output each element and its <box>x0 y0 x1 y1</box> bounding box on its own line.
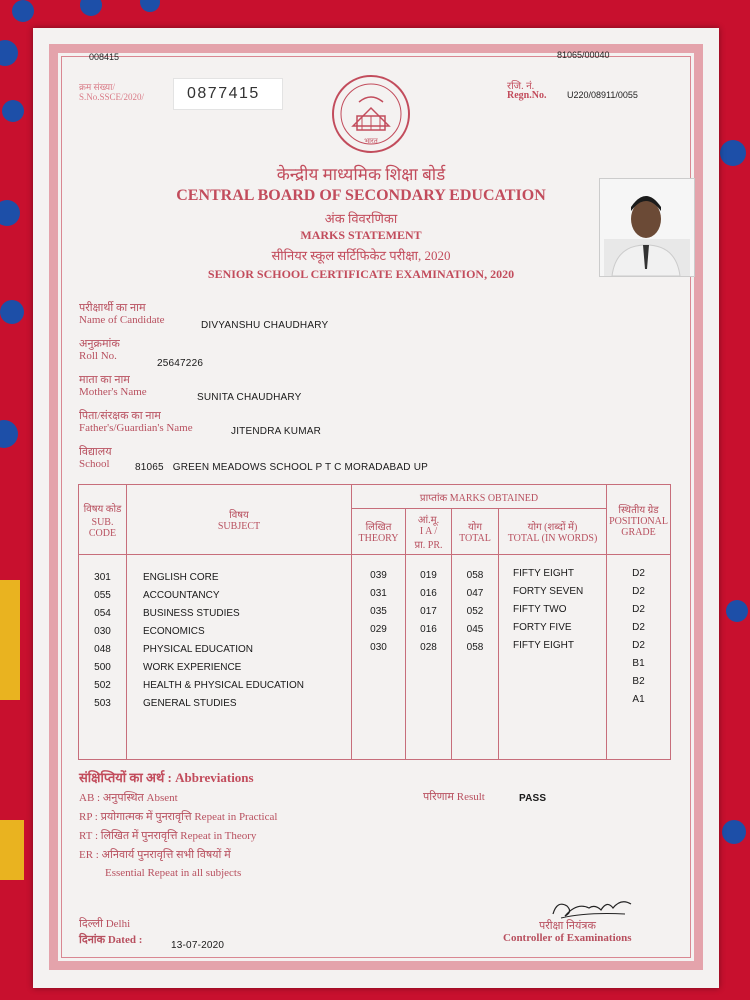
school-label-hi: विद्यालय <box>79 446 112 458</box>
ia-header: आं.मू. I A / प्रा. PR. <box>406 509 452 555</box>
mother-label-en: Mother's Name <box>79 386 147 398</box>
abbr-er: ER : अनिवार्य पुनरावृत्ति सभी विषयों में <box>79 849 231 861</box>
table-cell-ia: 017 <box>420 606 437 617</box>
table-cell-code: 030 <box>94 626 111 637</box>
issue-date: 13-07-2020 <box>171 940 225 951</box>
table-cell-words: FIFTY EIGHT <box>513 568 574 579</box>
place-label: दिल्ली Delhi <box>79 918 131 930</box>
table-cell-grade: D2 <box>632 568 645 579</box>
roll-label-hi: अनुक्रमांक <box>79 338 120 350</box>
regn-value: U220/08911/0055 <box>567 90 638 100</box>
candidate-photo <box>599 178 695 277</box>
subject-column <box>127 555 352 760</box>
name-label-hi: परीक्षार्थी का नाम <box>79 302 146 314</box>
words-column <box>499 555 607 760</box>
theory-column <box>352 555 406 760</box>
words-header: योग (शब्दों में) TOTAL (IN WORDS) <box>499 509 607 555</box>
table-cell-code: 054 <box>94 608 111 619</box>
table-cell-code: 055 <box>94 590 111 601</box>
table-cell-subject: GENERAL STUDIES <box>143 698 237 709</box>
table-cell-total: 045 <box>466 624 484 635</box>
sr-no-label-hi: क्रम संख्या/ <box>79 82 115 92</box>
roll-label-en: Roll No. <box>79 350 117 362</box>
table-cell-code: 048 <box>94 644 111 655</box>
theory-header: लिखित THEORY <box>352 509 406 555</box>
table-cell-ia: 028 <box>420 642 437 653</box>
table-cell-subject: HEALTH & PHYSICAL EDUCATION <box>143 680 304 691</box>
board-name-hi: केन्द्रीय माध्यमिक शिक्षा बोर्ड <box>276 165 446 184</box>
marks-table <box>78 484 671 760</box>
table-cell-words: FORTY FIVE <box>513 622 572 633</box>
table-cell-total: 058 <box>466 570 484 581</box>
sr-no-value: 0877415 <box>187 85 260 102</box>
statement-title-en: MARKS STATEMENT <box>300 228 422 242</box>
abbr-er-en: Essential Repeat in all subjects <box>105 867 242 879</box>
table-cell-code: 301 <box>94 572 111 583</box>
exam-title-en: SENIOR SCHOOL CERTIFICATE EXAMINATION, 2020 <box>207 267 515 281</box>
emblem-text: भारत <box>364 137 378 145</box>
father-label-en: Father's/Guardian's Name <box>79 422 193 434</box>
table-cell-ia: 016 <box>420 588 437 599</box>
table-cell-grade: D2 <box>632 622 645 633</box>
sub-code-header: विषय कोड SUB. CODE <box>79 485 127 555</box>
table-cell-subject: ECONOMICS <box>143 626 205 637</box>
table-cell-code: 502 <box>94 680 111 691</box>
ia-column <box>406 555 452 760</box>
table-cell-total: 058 <box>466 642 484 653</box>
abbr-rp: RP : प्रयोगात्मक में पुनरावृत्ति Repeat in Practical <box>79 811 278 823</box>
table-cell-theory: 031 <box>370 588 387 599</box>
controller-label-en: Controller of Examinations <box>503 932 632 944</box>
table-cell-subject: BUSINESS STUDIES <box>143 608 240 619</box>
table-cell-grade: D2 <box>632 640 645 651</box>
roll-number: 25647226 <box>157 358 204 369</box>
code-column <box>79 555 127 760</box>
table-cell-code: 503 <box>94 698 111 709</box>
table-cell-theory: 029 <box>370 624 387 635</box>
table-cell-subject: PHYSICAL EDUCATION <box>143 644 254 655</box>
table-cell-subject: ENGLISH CORE <box>143 572 219 583</box>
regn-label-hi: रजि. नं. <box>507 81 535 92</box>
abbr-ab: AB : अनुपस्थित Absent <box>79 792 178 804</box>
school-label-en: School <box>79 458 110 470</box>
serial-number: 008415 <box>89 52 120 62</box>
table-cell-words: FORTY SEVEN <box>513 586 584 597</box>
sr-no-label-en: S.No.SSCE/2020/ <box>79 92 145 102</box>
marks-obtained-header: प्राप्तांक MARKS OBTAINED <box>352 485 607 509</box>
mother-name: SUNITA CHAUDHARY <box>197 392 302 403</box>
grade-header: स्थितीय ग्रेड POSITIONAL GRADE <box>607 485 671 555</box>
statement-title-hi: अंक विवरणिका <box>324 211 398 226</box>
table-cell-ia: 019 <box>420 570 437 581</box>
marks-statement-document <box>33 28 719 988</box>
board-name-en: CENTRAL BOARD OF SECONDARY EDUCATION <box>176 187 546 204</box>
exam-title-hi: सीनियर स्कूल सर्टिफिकेट परीक्षा, 2020 <box>271 248 451 263</box>
top-right-code: 81065/00040 <box>557 50 610 60</box>
table-cell-grade: B2 <box>632 676 645 687</box>
dated-label: दिनांक Dated : <box>79 934 143 946</box>
total-column <box>452 555 499 760</box>
father-name: JITENDRA KUMAR <box>231 426 322 437</box>
result-label: परिणाम Result <box>423 791 485 803</box>
table-cell-subject: ACCOUNTANCY <box>143 590 220 601</box>
table-cell-code: 500 <box>94 662 111 673</box>
mother-label-hi: माता का नाम <box>79 374 130 386</box>
table-cell-grade: B1 <box>632 658 645 669</box>
table-cell-words: FIFTY EIGHT <box>513 640 574 651</box>
result-value: PASS <box>519 793 547 804</box>
regn-label-en: Regn.No. <box>507 90 547 101</box>
subject-header: विषय SUBJECT <box>127 485 352 555</box>
controller-label-hi: परीक्षा नियंत्रक <box>539 920 596 932</box>
table-cell-ia: 016 <box>420 624 437 635</box>
table-cell-grade: A1 <box>632 694 645 705</box>
table-cell-subject: WORK EXPERIENCE <box>143 662 242 673</box>
grade-column <box>607 555 671 760</box>
name-label-en: Name of Candidate <box>79 314 165 326</box>
table-cell-total: 052 <box>466 606 484 617</box>
table-cell-grade: D2 <box>632 604 645 615</box>
table-cell-theory: 039 <box>370 570 387 581</box>
abbreviations-title: संक्षिप्तियों का अर्थ : Abbreviations <box>79 770 254 785</box>
total-header: योग TOTAL <box>452 509 499 555</box>
table-cell-total: 047 <box>466 588 484 599</box>
table-cell-words: FIFTY TWO <box>513 604 567 615</box>
table-cell-theory: 035 <box>370 606 387 617</box>
candidate-name: DIVYANSHU CHAUDHARY <box>201 320 329 331</box>
school-name: 81065 GREEN MEADOWS SCHOOL P T C MORADABAD UP <box>135 462 428 473</box>
abbr-rt: RT : लिखित में पुनरावृत्ति Repeat in Theory <box>79 830 257 842</box>
table-cell-theory: 030 <box>370 642 387 653</box>
cbse-emblem <box>329 72 413 156</box>
father-label-hi: पिता/संरक्षक का नाम <box>79 410 161 422</box>
table-cell-grade: D2 <box>632 586 645 597</box>
